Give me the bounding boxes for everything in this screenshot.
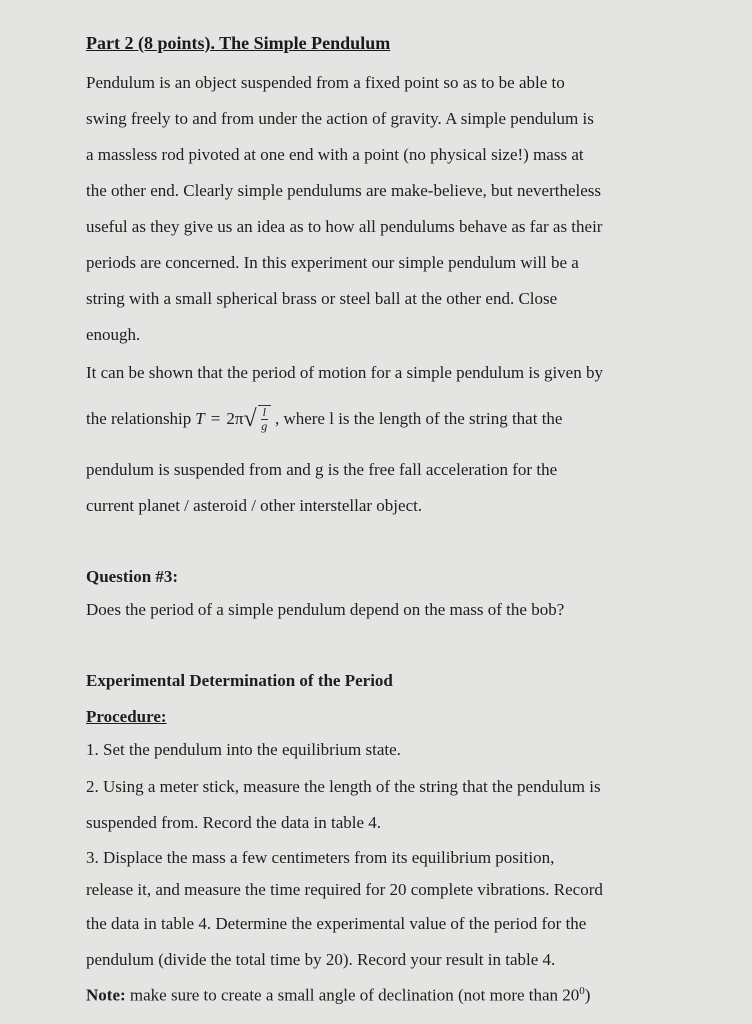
intro-line: string with a small spherical brass or steel ball at the other end. Close — [86, 289, 558, 308]
procedure-step: suspended from. Record the data in table 4. — [86, 813, 382, 832]
formula-coefficient: 2π — [226, 409, 244, 428]
intro-line: Pendulum is an object suspended from a fixed point so as to be able to — [86, 73, 565, 92]
procedure-step: the data in table 4. Determine the experimental value of the period for the — [86, 914, 587, 933]
procedure-label: Procedure: — [86, 707, 167, 726]
intro-line: swing freely to and from under the action of gravity. A simple pendulum is — [86, 109, 594, 128]
fraction — [258, 405, 271, 433]
procedure-step: 3. Displace the mass a few centimeters from its equilibrium position, — [86, 848, 555, 867]
fraction-numerator: l — [262, 405, 266, 419]
intro-line: a massless rod pivoted at one end with a point (no physical size!) mass at — [86, 145, 584, 164]
experiment-heading: Experimental Determination of the Period — [86, 671, 393, 690]
formula-continuation: pendulum is suspended from and g is the free fall acceleration for the — [86, 460, 558, 479]
fraction-denominator: g — [261, 419, 268, 433]
intro-line: enough. — [86, 325, 141, 344]
intro-line: useful as they give us an idea as to how all pendulums behave as far as their — [86, 217, 603, 236]
formula-suffix: , where l is the length of the string that the — [274, 409, 563, 428]
note-close: ) — [584, 985, 591, 1005]
section-title: Part 2 (8 points). The Simple Pendulum — [86, 33, 391, 53]
formula-line — [86, 405, 562, 433]
procedure-step: 1. Set the pendulum into the equilibrium state. — [86, 740, 401, 759]
question-text: Does the period of a simple pendulum depend on the mass of the bob? — [86, 600, 565, 619]
intro-line: the other end. Clearly simple pendulums are make-believe, but nevertheless — [86, 181, 602, 200]
procedure-step: 2. Using a meter stick, measure the length of the string that the pendulum is — [86, 777, 601, 796]
procedure-step: release it, and measure the time required for 20 complete vibrations. Record — [86, 880, 603, 899]
square-root — [243, 405, 271, 433]
period-intro: It can be shown that the period of motion for a simple pendulum is given by — [86, 363, 603, 382]
procedure-step: pendulum (divide the total time by 20). Record your result in table 4. — [86, 950, 556, 969]
formula-continuation: current planet / asteroid / other interstellar object. — [86, 496, 423, 515]
note-text: make sure to create a small angle of declination (not more than 20 — [125, 985, 580, 1005]
note-line — [86, 985, 590, 1006]
formula-prefix: the relationship — [86, 409, 192, 428]
radical-sign-icon: √ — [243, 406, 257, 432]
degree-superscript: 0 — [579, 985, 585, 997]
period-formula — [195, 405, 271, 433]
note-label: Note: — [86, 985, 126, 1005]
formula-lhs: T — [195, 409, 205, 428]
formula-equals: = — [210, 409, 221, 428]
intro-line: periods are concerned. In this experiment our simple pendulum will be a — [86, 253, 579, 272]
question-label: Question #3: — [86, 567, 179, 586]
